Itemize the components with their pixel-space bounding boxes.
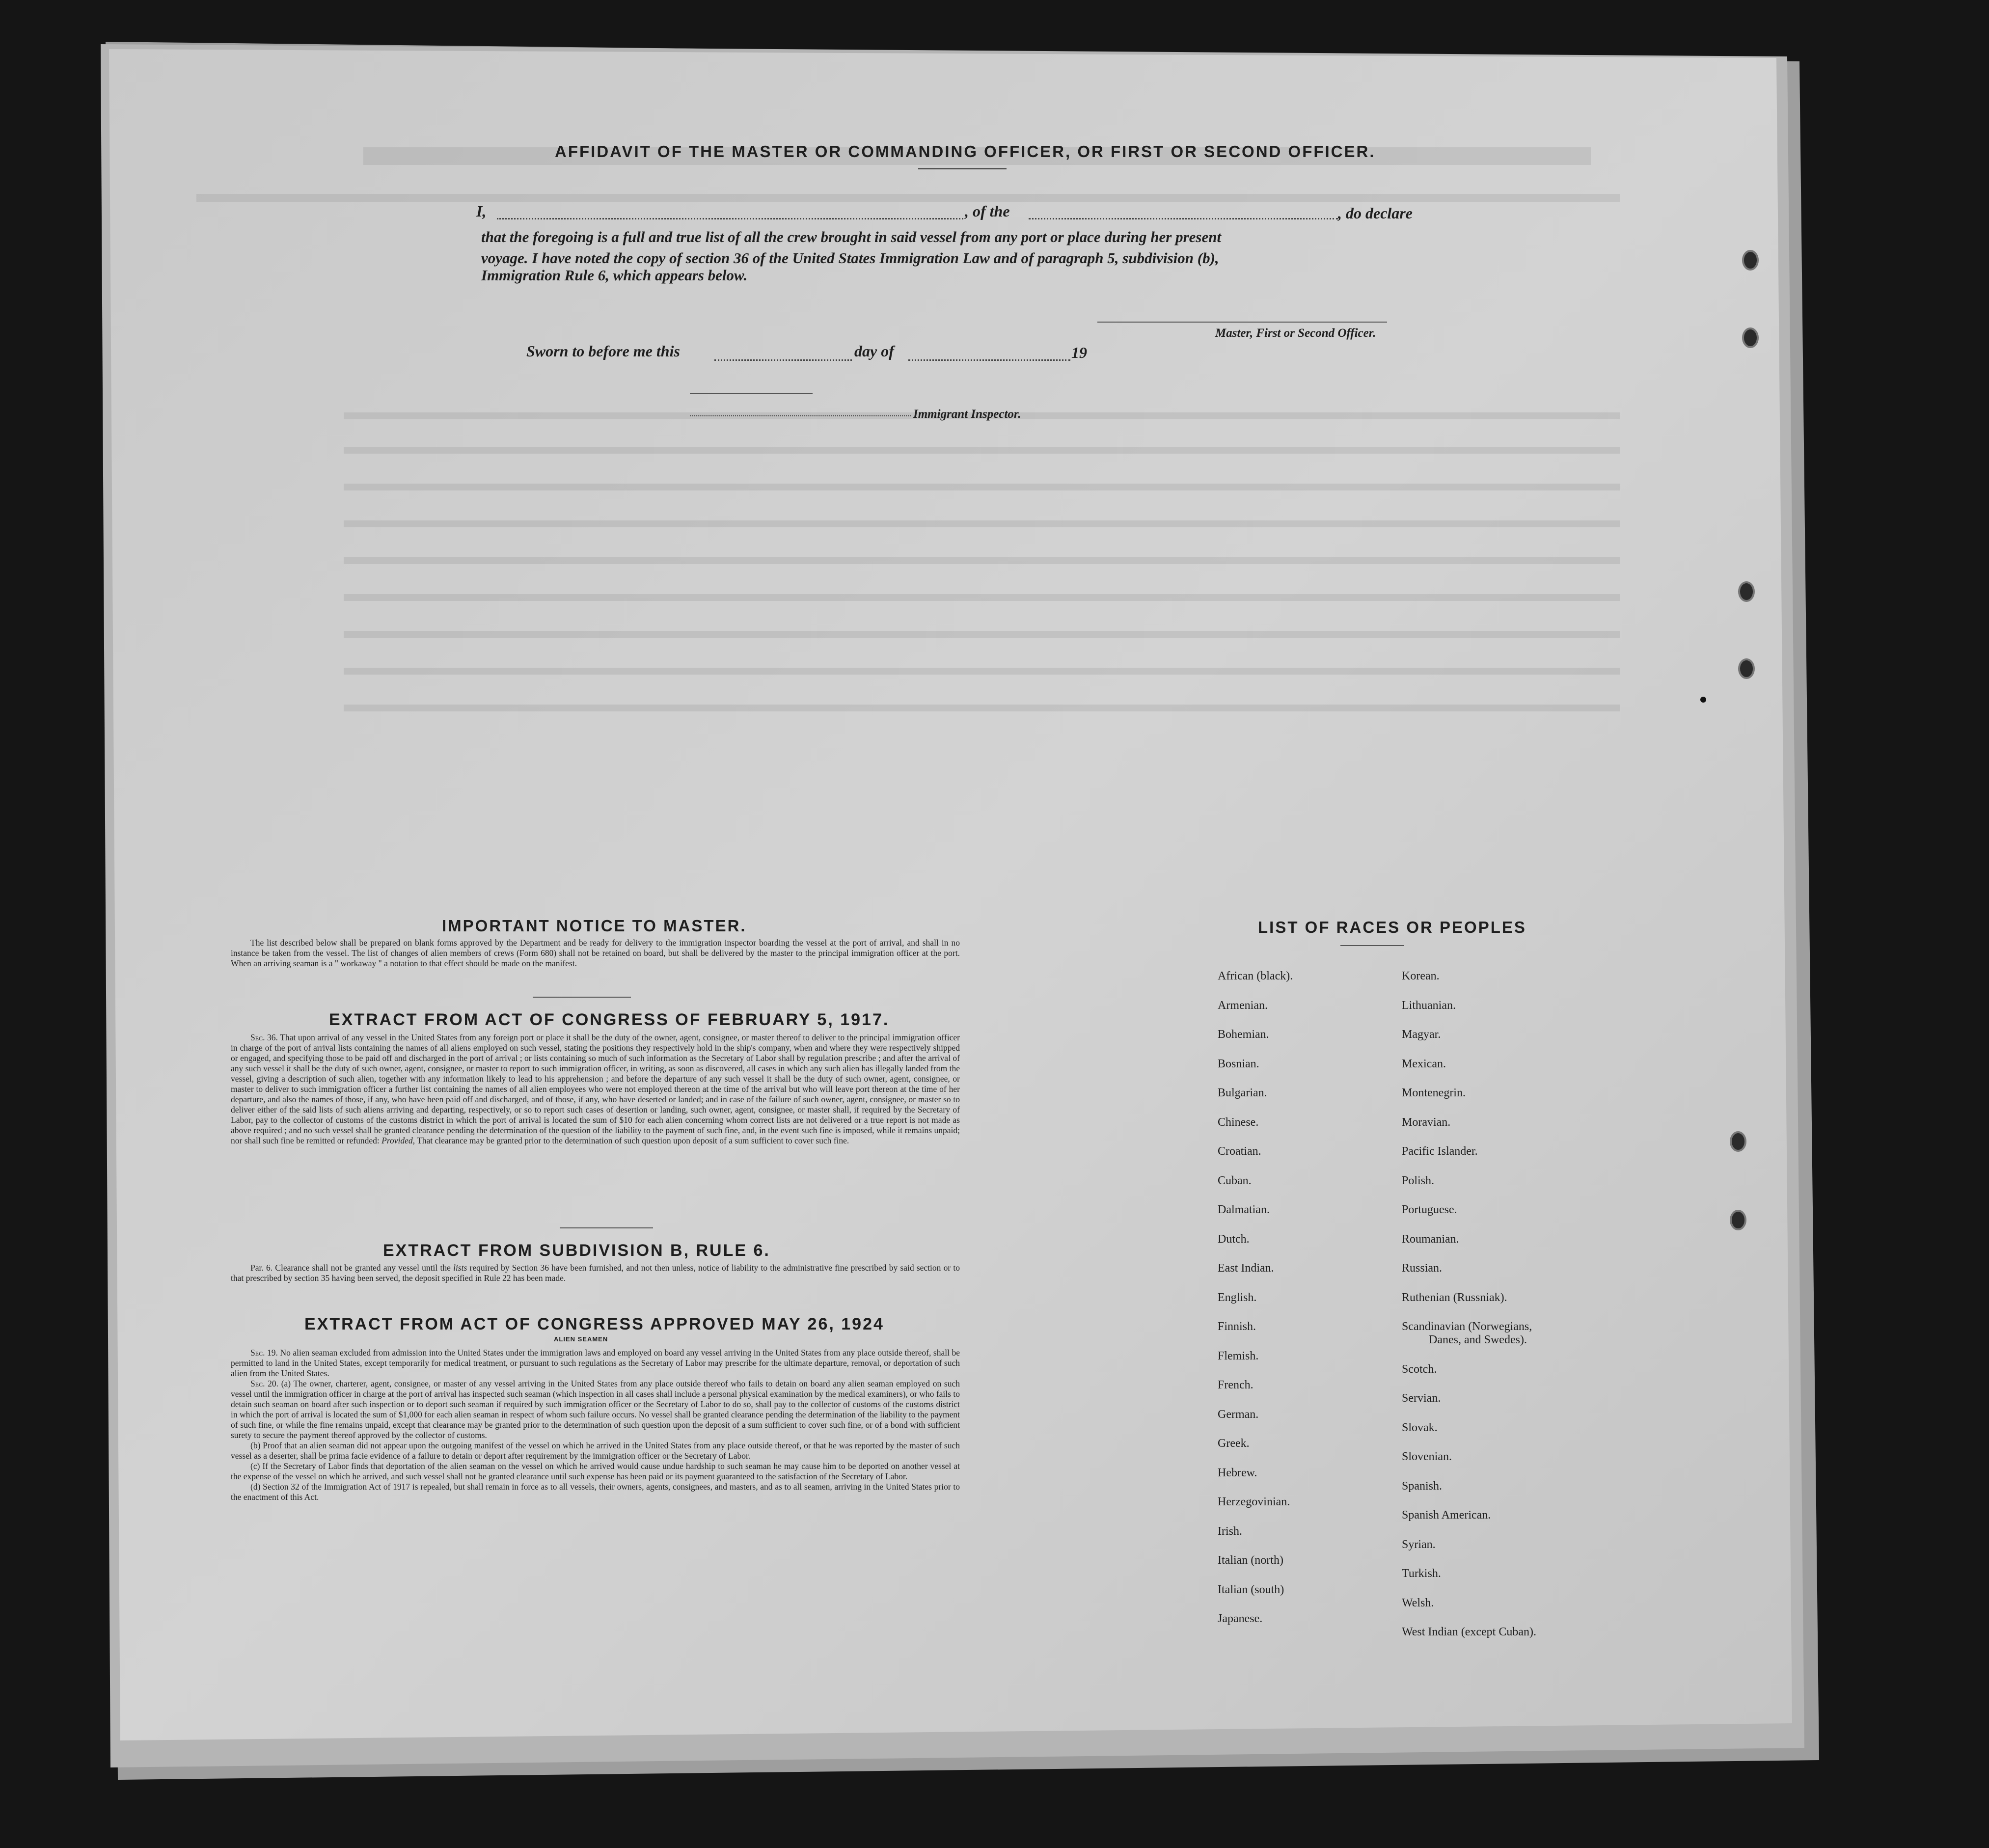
extract-1917-title: EXTRACT FROM ACT OF CONGRESS OF FEBRUARY 5, 1917. [329,1010,890,1029]
affidavit-name-blank [497,218,963,219]
notice-body [231,938,960,969]
notice-text: The list described below shall be prepared on blank forms approved by the Department and be ready for delivery to the immigration inspector boarding the vessel at the port of arrival, and shall in no instance be taken from the vessel. The list of changes of alien members of crews (Form 680) shall not be retained on board, but shall be delivered by the master to the principal immigration officer at the port. When an arriving seaman is a " workaway " a notation to that effect should be made on the manifest. [231,938,960,968]
race-left-item: English. [1218,1291,1257,1304]
race-right-item: Polish. [1402,1174,1435,1187]
race-right-item: Roumanian. [1402,1232,1459,1246]
races-title-rule [1340,945,1404,946]
race-right-item: Syrian. [1402,1538,1436,1551]
sworn-month-blank [908,359,1070,361]
race-left-item: Irish. [1218,1524,1242,1538]
race-right-item: Scandinavian (Norwegians, [1402,1320,1532,1333]
race-right-item: West Indian (except Cuban). [1402,1626,1536,1638]
race-right-item: Turkish. [1402,1567,1441,1580]
race-left-item: Japanese. [1218,1612,1263,1625]
extract-1917-proviso-text: That clearance may be granted prior to the determination of such question upon deposit of a sum sufficient to cover such fine. [417,1136,849,1145]
extract-rule6-lists: lists [453,1263,467,1273]
divider-1917 [533,997,631,998]
race-right-item: Pacific Islander. [1402,1145,1478,1158]
sworn-day-blank [714,359,852,361]
sec20-label: Sec. 20. [250,1379,278,1388]
sec19-label: Sec. 19. [250,1348,278,1358]
signature-label: Master, First or Second Officer. [1215,326,1376,340]
race-left-item: Armenian. [1218,999,1268,1012]
race-right-item: Welsh. [1402,1596,1434,1609]
race-left-item: Bohemian. [1218,1028,1269,1041]
extract-1917-body [231,1033,960,1146]
race-left-item: German. [1218,1408,1259,1421]
extract-rule6-text-after: required by Section 36 have been furnished, and not then unless, notice of liability to the administrative fine prescribed by said section or to that prescribed by section 35 having been served, the deposit specified in Rule 22 has been made. [231,1263,960,1283]
day-of-label: day of [854,342,894,360]
race-left-item: Finnish. [1218,1320,1256,1333]
extract-rule6-title: EXTRACT FROM SUBDIVISION B, RULE 6. [383,1241,770,1260]
race-right-item: Servian. [1402,1392,1441,1405]
race-left-item: Bulgarian. [1218,1087,1267,1099]
race-right-item: Slovak. [1402,1421,1438,1434]
race-left-item: Dalmatian. [1218,1203,1270,1216]
inspector-signature-line [690,415,911,416]
race-right-item: Russian. [1402,1262,1443,1275]
races-title: LIST OF RACES OR PEOPLES [1258,918,1526,936]
race-right-item: Korean. [1402,970,1440,982]
race-left-item: Herzegovinian. [1218,1495,1290,1508]
signature-line [1097,322,1387,323]
sec20a-text: (a) The owner, charterer, agent, consignee, or master of any vessel arriving in the United States from any place outside thereof who fails to detain on board any alien seaman employed on such vessel until the immigration officer in charge at the port of arrival has inspected such seaman (which inspection in all cases shall include a personal physical examination by the medical examiners), or who fails to detain such seaman on board after such inspection or to deport such seaman if required by such immigration officer or the Secretary of Labor to do so, shall pay to the collector of customs of the customs district in which the port of arrival is located the sum of $1,000 for each alien seaman in respect of whom such failure occurs. No vessel shall be granted clearance pending the determination of the liability to the payment of such fine, or while the fine remains unpaid, except that clearance may be granted prior to the determination of such question upon the deposit of a sum sufficient to cover such fine, or of a bond with sufficient surety to secure the payment thereof approved by the collector of customs. [231,1379,960,1440]
inspector-label: Immigrant Inspector. [913,408,1021,421]
extract-rule6-body [231,1263,960,1283]
race-left-item: Greek. [1218,1437,1250,1450]
race-left-item: East Indian. [1218,1262,1274,1275]
extract-1924-subtitle: ALIEN SEAMEN [554,1335,608,1343]
race-left-item: African (black). [1218,970,1293,982]
race-right-item: Scotch. [1402,1362,1437,1376]
affidavit-declare: , do declare [1338,204,1413,222]
extract-1924-body [231,1348,960,1502]
affidavit-title-rule [918,168,1007,169]
race-left-item: Chinese. [1218,1115,1259,1129]
affidavit-line3: voyage. I have noted the copy of section 36 of the United States Immigration Law and of paragraph 5, subdivision (b), [481,249,1219,267]
sworn-before-label: Sworn to before me this [526,342,680,360]
affidavit-vessel-blank [1029,218,1338,219]
divider-rule6 [560,1227,653,1228]
race-left-item: Cuban. [1218,1174,1252,1187]
race-left-item: Croatian. [1218,1145,1261,1158]
race-left-item: Flemish. [1218,1349,1259,1362]
affidavit-of-the: , of the [965,202,1010,220]
inspector-dash-rule [690,393,813,394]
sec20d-text: (d) Section 32 of the Immigration Act of 1917 is repealed, but shall remain in force as to all vessels, their owners, agents, consignees, and masters, and as to all seamen, arriving in the United States prior to the enactment of this Act. [231,1482,960,1502]
affidavit-i: I, [476,202,487,220]
race-left-item: Italian (north) [1218,1554,1283,1567]
extract-rule6-text-before: Clearance shall not be granted any vessel until the [275,1263,451,1273]
race-right-item: Moravian. [1402,1115,1451,1129]
year-prefix: 19 [1071,344,1087,361]
affidavit-line2: that the foregoing is a full and true list of all the crew brought in said vessel from any port or place during her present [481,228,1222,245]
race-right-item: Portuguese. [1402,1203,1457,1216]
race-right-item: Spanish. [1402,1479,1443,1493]
race-left-item: Dutch. [1218,1232,1250,1246]
affidavit-line4: Immigration Rule 6, which appears below. [481,267,748,284]
extract-1924-title: EXTRACT FROM ACT OF CONGRESS APPROVED MAY 26, 1924 [304,1315,884,1333]
race-right-item: Montenegrin. [1402,1087,1466,1099]
race-right-item: Ruthenian (Russniak). [1402,1291,1507,1304]
notice-title: IMPORTANT NOTICE TO MASTER. [442,917,747,935]
extract-1917-text: That upon arrival of any vessel in the United States from any foreign port or place it shall be the duty of the owner, agent, consignee, or master thereof to deliver to the principal immigration officer in charge of the port of arrival lists containing the names of all aliens employed on such vessel, stating the positions they respectively hold in the ship's company, when and where they were respectively shipped or engaged, and specifying those to be paid off and discharged in the port of arrival ; or lists containing so much of such information as the Secretary of Labor shall by regulation prescribe ; and after the arrival of any such vessel it shall be the duty of such owner, agent, consignee, or master to report to such immigration officer, in writing, as soon as discovered, all cases in which any such alien has illegally landed from the vessel, giving a description of such alien, together with any information likely to lead to his apprehension ; and before the departure of any such vessel it shall be the duty of such owner, agent, consignee, or master to deliver to such immigration officer a further list containing the names of all alien employees who were not employed thereon at the time of the arrival but who will leave port thereon at the time of her departure, and also the names of those, if any, who have been paid off and discharged, and of those, if any, who have deserted or landed; and in case of the failure of such owner, agent, consignee, or master so to deliver either of the said lists of such aliens arriving and departing, respectively, or so to report such cases of desertion or landing, such owner, agent, consignee, or master shall, if required by the Secretary of Labor, pay to the collector of customs of the customs district in which the port of arrival is located the sum of $10 for each alien concerning whom correct lists are not delivered or a true report is not made as above required ; and no such vessel shall be granted clearance pending the determination of the question of the liability to the payment of such fine, and, in the event such fine is imposed, while it remains unpaid; nor shall such fine be remitted or refunded: [231,1033,960,1145]
race-left-item: Bosnian. [1218,1057,1259,1070]
race-right-item: Lithuanian. [1402,999,1456,1012]
affidavit-title: AFFIDAVIT OF THE MASTER OR COMMANDING OFFICER, OR FIRST OR SECOND OFFICER. [555,142,1376,161]
extract-rule6-par-label: Par. 6. [250,1263,273,1273]
race-left-item: Italian (south) [1218,1583,1284,1596]
race-left-item: Hebrew. [1218,1466,1257,1479]
extract-1917-sec-label: Sec. 36. [250,1033,278,1042]
race-right-item: Spanish American. [1402,1509,1491,1522]
race-left-item: French. [1218,1379,1253,1391]
sec19-text: No alien seaman excluded from admission into the United States under the immigration laws and employed on board any vessel arriving in the United States from any place outside thereof, shall be permitted to land in the United States, except temporarily for medical treatment, or pursuant to such regulations as the Secretary of Labor may prescribe for the ultimate departure, removal, or deportation of such alien from the United States. [231,1348,960,1378]
sec20b-text: (b) Proof that an alien seaman did not appear upon the outgoing manifest of the vessel on which he arrived in the United States from any place outside thereof, or that he was reported by the master of such vessel as a deserter, shall be prima facie evidence of a failure to detain or deport after requirement by the immigration officer or the Secretary of Labor. [231,1440,960,1461]
extract-1917-proviso-label: Provided, [381,1136,415,1145]
race-right-item: Slovenian. [1402,1450,1452,1463]
race-right-item: Magyar. [1402,1028,1441,1041]
race-right-item: Mexican. [1402,1057,1446,1070]
sec20c-text: (c) If the Secretary of Labor finds that deportation of the alien seaman on the vessel on which he arrived would cause undue hardship to such seaman he may cause him to be deported on another vessel at the expense of the vessel on which he arrived, and such vessel shall not be granted clearance until such expense has been paid or its payment guaranteed to the satisfaction of the Secretary of Labor. [231,1461,960,1481]
race-right-item: Danes, and Swedes). [1429,1333,1527,1346]
